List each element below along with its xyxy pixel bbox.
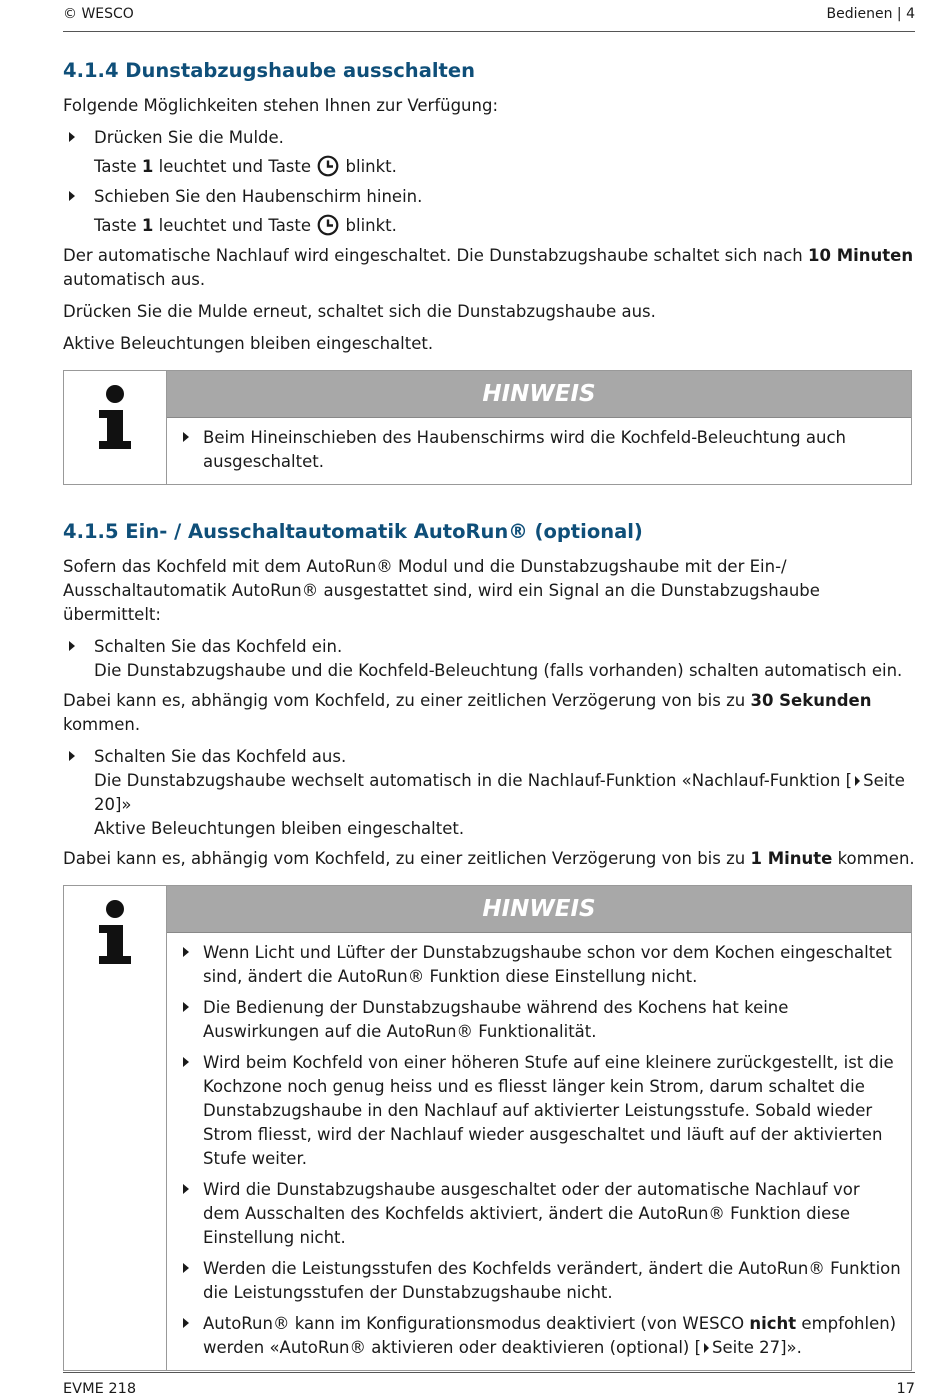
bullet-arrow-icon bbox=[183, 432, 189, 442]
bullet-arrow-icon bbox=[183, 1318, 189, 1328]
step-item bbox=[63, 185, 915, 238]
paragraph: Aktive Beleuchtungen bleiben eingeschaltet. bbox=[63, 334, 434, 353]
page-header bbox=[63, 6, 915, 32]
step-arrow-icon bbox=[69, 191, 75, 201]
section-title-4-1-5: 4.1.5 Ein- / Ausschaltautomatik AutoRun® (optional) bbox=[63, 520, 643, 543]
bullet-arrow-icon bbox=[183, 1057, 189, 1067]
step-result: Aktive Beleuchtungen bleiben eingeschaltet. bbox=[94, 819, 465, 838]
step-result: Die Dunstabzugshaube wechselt automatisch in die Nachlauf-Funktion «Nachlauf-Funktion [ Seite 20]» bbox=[94, 771, 905, 814]
header-copyright: © WESCO bbox=[63, 6, 134, 22]
bullet-arrow-icon bbox=[183, 1184, 189, 1194]
section-intro: Folgende Möglichkeiten stehen Ihnen zur Verfügung: bbox=[63, 96, 499, 115]
step-arrow-icon bbox=[69, 751, 75, 761]
bullet-arrow-icon bbox=[183, 1002, 189, 1012]
step-action: Schalten Sie das Kochfeld ein. bbox=[94, 637, 343, 656]
note-box bbox=[63, 885, 912, 1371]
bullet-arrow-icon bbox=[183, 947, 189, 957]
page-footer bbox=[63, 1372, 915, 1397]
timer-clock-icon bbox=[317, 155, 339, 177]
step-arrow-icon bbox=[69, 132, 75, 142]
paragraph: Dabei kann es, abhängig vom Kochfeld, zu einer zeitlichen Verzögerung von bis zu 1 Minute kommen. bbox=[63, 849, 915, 868]
step-result: Taste 1 leuchtet und Taste blinkt. bbox=[94, 216, 397, 235]
note-item: Die Bedienung der Dunstabzugshaube während des Kochens hat keine Auswirkungen auf die AutoRun® Funktionalität. bbox=[183, 996, 901, 1044]
step-result: Die Dunstabzugshaube und die Kochfeld-Beleuchtung (falls vorhanden) schalten automatisch ein. bbox=[94, 661, 903, 680]
step-action: Drücken Sie die Mulde. bbox=[94, 128, 284, 147]
step-action: Schalten Sie das Kochfeld aus. bbox=[94, 747, 347, 766]
timer-clock-icon bbox=[317, 214, 339, 236]
paragraph: Dabei kann es, abhängig vom Kochfeld, zu einer zeitlichen Verzögerung von bis zu 30 Sekunden kommen. bbox=[63, 691, 872, 734]
page-ref-arrow-icon bbox=[704, 1343, 709, 1353]
note-heading: HINWEIS bbox=[167, 886, 911, 933]
step-item bbox=[63, 745, 915, 841]
section-intro: Sofern das Kochfeld mit dem AutoRun® Modul und die Dunstabzugshaube mit der Ein-/ Ausschaltautomatik AutoRun® ausgestattet sind, wird ein Signal an die Dunstabzugshaube übermittelt: bbox=[63, 557, 820, 624]
page-number: 17 bbox=[896, 1381, 915, 1397]
note-item: AutoRun® kann im Konfigurationsmodus deaktiviert (von WESCO nicht empfohlen) werden «AutoRun® aktivieren oder deaktivieren (optional) [ Seite 27]». bbox=[183, 1312, 901, 1360]
step-item bbox=[63, 126, 915, 179]
note-item: Wird die Dunstabzugshaube ausgeschaltet oder der automatische Nachlauf vor dem Ausschalten des Kochfelds aktiviert, ändert die AutoRun® Funktion diese Einstellung nicht. bbox=[183, 1178, 901, 1250]
page-reference-link[interactable]: Seite 27 bbox=[712, 1338, 781, 1357]
paragraph: Drücken Sie die Mulde erneut, schaltet sich die Dunstabzugshaube aus. bbox=[63, 302, 656, 321]
bullet-arrow-icon bbox=[183, 1263, 189, 1273]
page-ref-arrow-icon bbox=[855, 776, 860, 786]
note-heading: HINWEIS bbox=[167, 371, 911, 418]
note-item: Wenn Licht und Lüfter der Dunstabzugshaube schon vor dem Kochen eingeschaltet sind, ändert die AutoRun® Funktion diese Einstellung nicht. bbox=[183, 941, 901, 989]
page-reference-link[interactable]: Seite 20 bbox=[94, 771, 905, 814]
header-chapter: Bedienen | 4 bbox=[826, 6, 915, 22]
page-content bbox=[63, 58, 915, 1371]
step-item bbox=[63, 635, 915, 683]
step-action: Schieben Sie den Haubenschirm hinein. bbox=[94, 187, 423, 206]
step-arrow-icon bbox=[69, 641, 75, 651]
step-result: Taste 1 leuchtet und Taste blinkt. bbox=[94, 157, 397, 176]
note-box bbox=[63, 370, 912, 485]
note-item: Beim Hineinschieben des Haubenschirms wird die Kochfeld-Beleuchtung auch ausgeschaltet. bbox=[183, 426, 901, 474]
footer-model: EVME 218 bbox=[63, 1381, 137, 1397]
info-icon bbox=[95, 385, 135, 451]
info-icon bbox=[95, 900, 135, 966]
paragraph: Der automatische Nachlauf wird eingeschaltet. Die Dunstabzugshaube schaltet sich nach 10 Minuten automatisch aus. bbox=[63, 246, 914, 289]
note-item: Werden die Leistungsstufen des Kochfelds verändert, ändert die AutoRun® Funktion die Leistungsstufen der Dunstabzugshaube nicht. bbox=[183, 1257, 901, 1305]
note-item: Wird beim Kochfeld von einer höheren Stufe auf eine kleinere zurückgestellt, ist die Kochzone noch genug heiss und es fliesst länger kein Strom, darum schaltet die Dunstabzugshaube in den Nachlauf auf aktivierter Leistungsstufe. Sobald wieder Strom fliesst, wird der Nachlauf wieder ausgeschaltet und läuft auf der aktivierten Stufe weiter. bbox=[183, 1051, 901, 1171]
section-title-4-1-4: 4.1.4 Dunstabzugshaube ausschalten bbox=[63, 59, 475, 82]
